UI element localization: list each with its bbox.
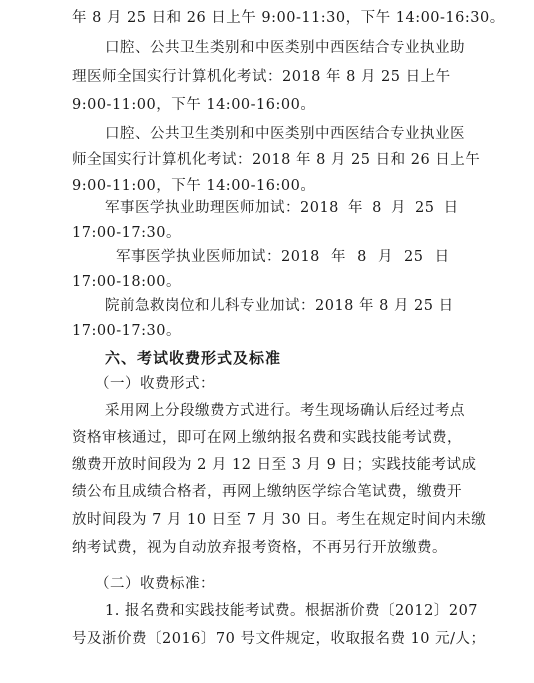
text-line: 17:00-18:00。: [72, 274, 181, 290]
text-line: 9:00-11:00，下午 14:00-16:00。: [72, 97, 316, 113]
text-line: 号及浙价费〔2016〕70 号文件规定，收取报名费 10 元/人；: [72, 631, 486, 647]
subsection-heading: （一）收费形式：: [95, 376, 215, 392]
text-line: 口腔、公共卫生类别和中医类别中西医结合专业执业医: [105, 126, 465, 142]
text-line: 1. 报名费和实践技能考试费。根据浙价费〔2012〕207: [105, 603, 479, 619]
text-line: 绩公布且成绩合格者，再网上缴纳医学综合笔试费，缴费开: [72, 484, 462, 500]
text-line: 师全国实行计算机化考试：2018 年 8 月 25 日和 26 日上午: [72, 152, 481, 168]
text-line: 军事医学执业医师加试：2018 年 8 月 25 日: [116, 249, 450, 265]
text-line: 17:00-17:30。: [72, 225, 181, 241]
text-line: 放时间段为 7 月 10 日至 7 月 30 日。考生在规定时间内未缴: [72, 512, 487, 528]
text-line: 理医师全国实行计算机化考试：2018 年 8 月 25 日上午: [72, 69, 451, 85]
text-line: 口腔、公共卫生类别和中医类别中西医结合专业执业助: [105, 40, 465, 56]
text-line: 院前急救岗位和儿科专业加试：2018 年 8 月 25 日: [105, 298, 454, 314]
text-line: 17:00-17:30。: [72, 323, 181, 339]
subsection-heading: （二）收费标准：: [95, 576, 215, 592]
section-heading: 六、考试收费形式及标准: [105, 349, 282, 367]
text-line: 纳考试费，视为自动放弃报考资格，不再另行开放缴费。: [72, 540, 447, 556]
text-line: 军事医学执业助理医师加试：2018 年 8 月 25 日: [105, 200, 459, 216]
text-line: 年 8 月 25 日和 26 日上午 9:00-11:30，下午 14:00-16:30。: [72, 10, 505, 26]
text-line: 资格审核通过，即可在网上缴纳报名费和实践技能考试费，: [72, 430, 462, 446]
text-line: 采用网上分段缴费方式进行。考生现场确认后经过考点: [105, 403, 465, 419]
text-line: 9:00-11:00，下午 14:00-16:00。: [72, 178, 316, 194]
text-line: 缴费开放时间段为 2 月 12 日至 3 月 9 日；实践技能考试成: [72, 457, 477, 473]
